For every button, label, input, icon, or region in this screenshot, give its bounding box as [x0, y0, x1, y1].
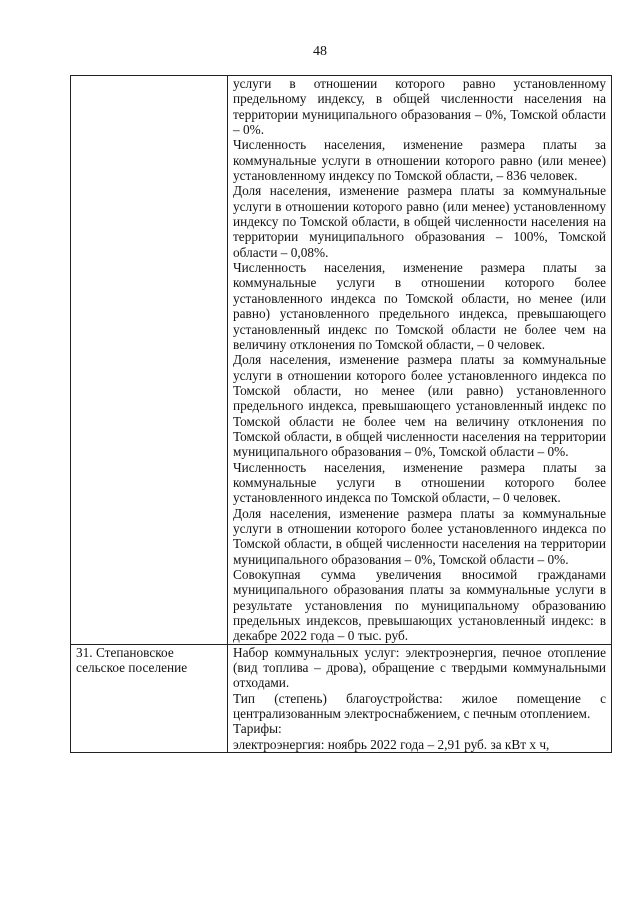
municipality-cell — [71, 76, 228, 645]
paragraph: Набор коммунальных услуг: электроэнергия, печное отопление (вид топлива – дрова), обращение с твердыми коммунальными отходами. — [233, 644, 606, 691]
page-number: 48 — [313, 44, 327, 59]
paragraph: Численность населения, изменение размера платы за коммунальные услуги в отношении которого более установленного индекса по Томской области, – 0 человек. — [233, 459, 606, 506]
paragraph: Тарифы: — [233, 721, 282, 737]
paragraph: Тип (степень) благоустройства: жилое помещение с централизованным электроснабжением, с печным отоплением. — [233, 690, 606, 722]
paragraph: Доля населения, изменение размера платы за коммунальные услуги в отношении которого более установленного индекса по Томской области, в общей численности населения на территории муниципального образования – 0%, Томской области – 0%. — [233, 505, 606, 567]
paragraph: Доля населения, изменение размера платы за коммунальные услуги в отношении которого равно (или менее) установленному индексу по Томской области, в общей численности населения на территории муниципального образования – 100%, Томской области – 0,08%. — [233, 183, 606, 260]
paragraph: Доля населения, изменение размера платы за коммунальные услуги в отношении которого более установленного индекса по Томской области, но менее (или равно) установленного предельного индекса, превышающего установленный индекс по Томской области не более чем на величину отклонения по Томской области, в общей численности населения на территории муниципального образования – 0%, Томской области – 0%. — [233, 352, 606, 460]
paragraph: электроэнергия: ноябрь 2022 года – 2,91 руб. за кВт х ч, — [233, 736, 550, 752]
indicators-cell — [228, 76, 612, 645]
municipality-cell: 31. Степановское сельское поселение — [71, 644, 228, 752]
table-row — [71, 644, 612, 752]
paragraph: Численность населения, изменение размера платы за коммунальные услуги в отношении которого равно (или менее) установленному индексу по Томской области, – 836 человек. — [233, 137, 606, 184]
paragraph: услуги в отношении которого равно установленному предельному индексу, в общей численности населения на территории муниципального образования – 0%, Томской области – 0%. — [233, 76, 606, 138]
paragraph: Совокупная сумма увеличения вносимой гражданами муниципального образования платы за коммунальные услуги в результате установления по муниципальному образованию предельных индексов, превышающих установленный индекс: в декабре 2022 года – 0 тыс. руб. — [233, 567, 606, 644]
indicators-cell — [228, 644, 612, 752]
table-row — [71, 76, 612, 645]
paragraph: Численность населения, изменение размера платы за коммунальные услуги в отношении которого более установленного индекса по Томской области, но менее (или равно) установленного предельного индекса, превышающего установленный индекс по Томской области не более чем на величину отклонения по Томской области, – 0 человек. — [233, 260, 606, 352]
municipal-index-table — [70, 75, 612, 753]
